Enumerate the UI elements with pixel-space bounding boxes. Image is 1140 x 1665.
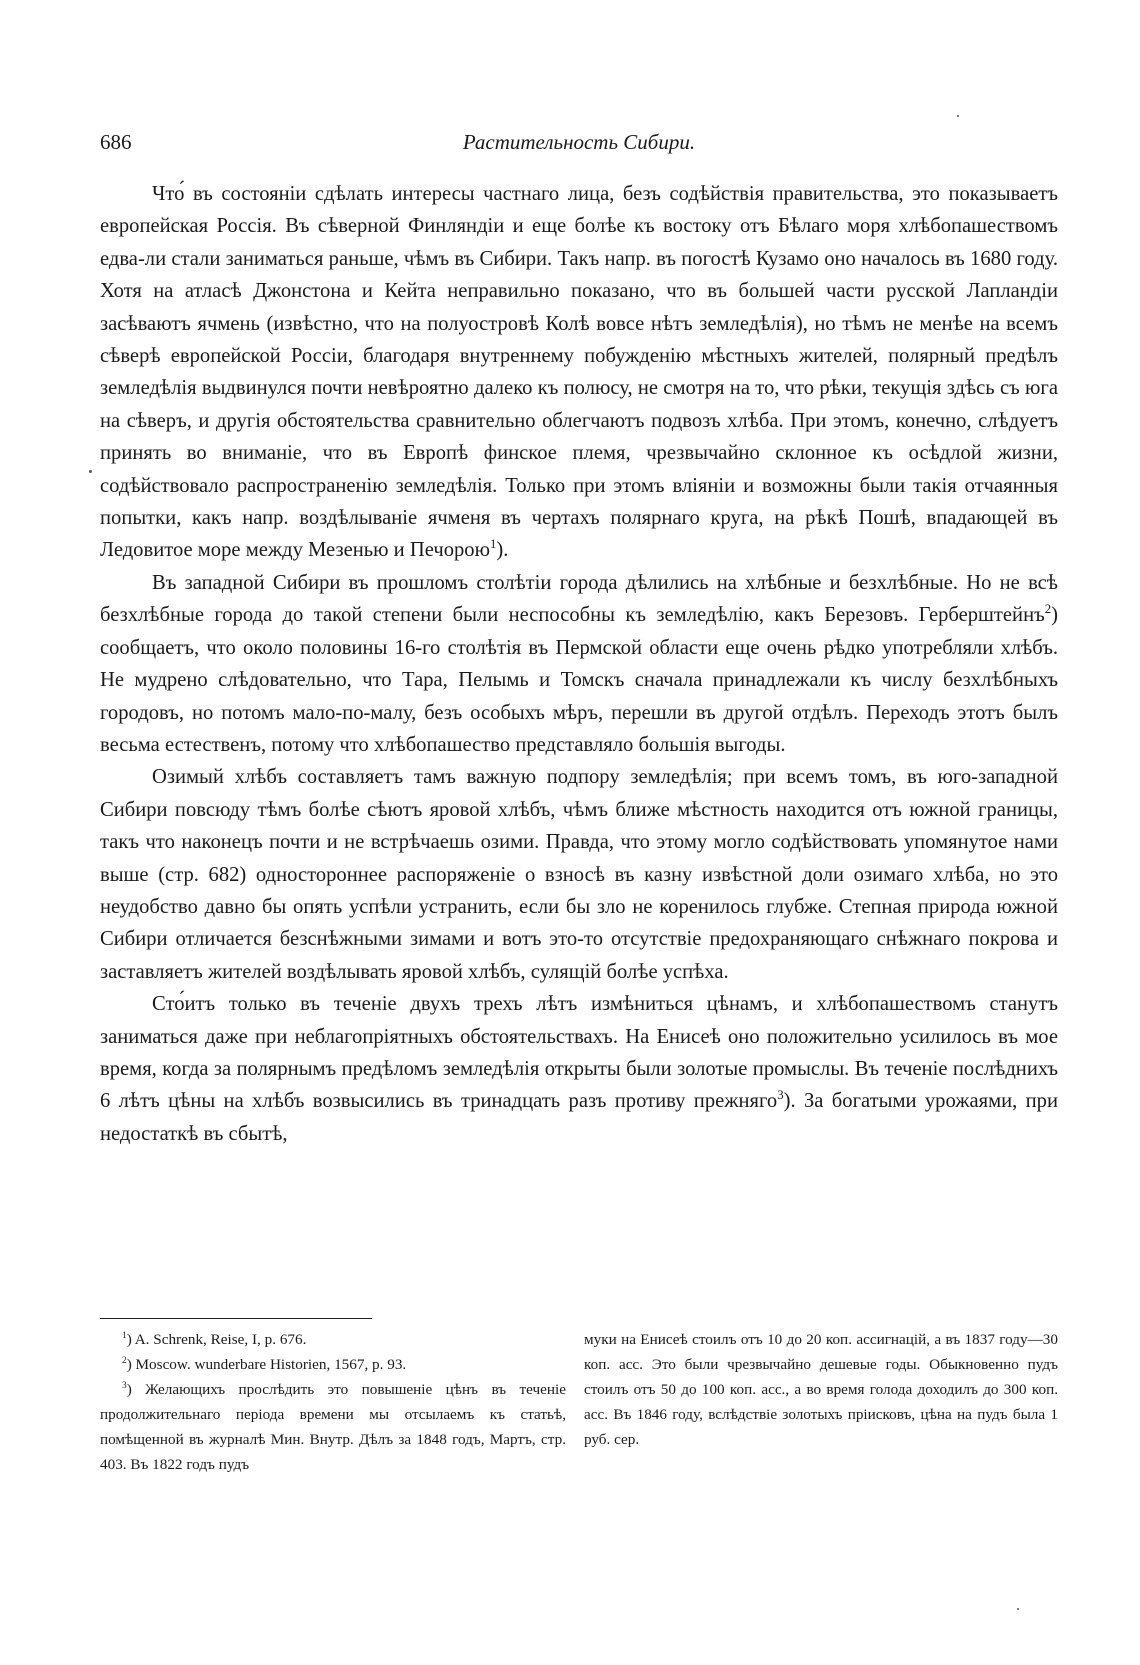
- footnote-ref-2: 2: [1044, 602, 1052, 617]
- footnote-3-text-left: ) Желающихъ прослѣдить это повышенiе цѣнъ въ теченiе продолжительнаго перiода времени мы отсылаемъ къ статьѣ, помѣщенной въ журналѣ Мин. Внутр. Дѣлъ за 1848 годъ, Мартъ, стр. 403. Въ 1822 годъ пудъ: [100, 1381, 566, 1473]
- footnote-3-continuation: муки на Енисеѣ стоилъ отъ 10 до 20 коп. ассигнацiй, а въ 1837 году—30 коп. асс. Это были чрезвычайно дешевые годы. Обыкновенно пудъ стоилъ отъ 50 до 100 коп. асс., а во время голода доходилъ до 300 коп. асс. Въ 1846 году, вслѣдствiе золотыхъ прiисковъ, цѣна на пудъ была 1 руб. сер.: [584, 1331, 1058, 1448]
- footnotes-right-column: [584, 1327, 1058, 1452]
- footnote-1-text: ) A. Schrenk, Reise, I, p. 676.: [126, 1331, 307, 1348]
- paragraph-2-text: Въ западной Сибири въ прошломъ столѣтiи города дѣлились на хлѣбные и безхлѣбные. Но не всѣ безхлѣбные города до такой степени были неспособны къ земледѣлiю, какъ Березовъ. Герберштейнъ: [100, 571, 1058, 627]
- paragraph-2-end: ) сообщаетъ, что около половины 16-го столѣтiя въ Пермской области еще очень рѣдко употребляли хлѣбъ. Не мудрено слѣдовательно, что Тара, Пелымь и Томскъ сначала принадлежали къ числу безхлѣбныхъ городовъ, но потомъ мало-по-малу, безъ особыхъ мѣръ, перешли въ другой отдѣлъ. Переходъ этотъ былъ весьма естественъ, потому что хлѣбопашество представляло большiя выгоды.: [100, 604, 1058, 756]
- footnote-divider: [100, 1318, 372, 1319]
- paragraph-4-text: Сто́итъ только въ теченiе двухъ трехъ лѣтъ измѣниться цѣнамъ, и хлѣбопашествомъ станутъ заниматься даже при неблагопрiятныхъ обстоятельствахъ. На Енисеѣ оно положительно усилилось въ мое время, когда за полярнымъ предѣломъ земледѣлiя открыты были золотые промыслы. Въ теченiе послѣднихъ 6 лѣтъ цѣны на хлѣбъ возвысились въ тринадцать разъ противу прежняго: [100, 993, 1058, 1113]
- footnote-1-mark: 1: [122, 1330, 127, 1341]
- footnote-ref-1: 1: [489, 537, 497, 552]
- footnote-ref-3: 3: [777, 1088, 784, 1103]
- footnotes-left-column: [100, 1327, 566, 1477]
- main-text: [100, 178, 1058, 1150]
- footnote-3: [100, 1377, 566, 1477]
- scan-speck: [1017, 1608, 1019, 1610]
- scan-speck: [89, 470, 92, 473]
- page-number: 686: [100, 130, 132, 154]
- footnote-2-text: ) Moscow. wunderbare Historien, 1567, p. 93.: [126, 1356, 407, 1373]
- scan-speck: [957, 115, 959, 117]
- footnote-1: [100, 1327, 566, 1352]
- paragraph-3: Озимый хлѣбъ составляетъ тамъ важную подпору земледѣлiя; при всемъ томъ, въ юго-западной Сибири повсюду тѣмъ болѣе сѣютъ яровой хлѣбъ, чѣмъ ближе мѣстность находится отъ южной границы, такъ что наконецъ почти и не встрѣчаешь озими. Правда, что этому могло содѣйствовать упомянутое нами выше (стр. 682) одностороннее распоряженiе о взносѣ въ казну извѣстной доли озимаго хлѣба, но это неудобство давно бы опять успѣли устранить, если бы зло не коренилось глубже. Степная природа южной Сибири отличается безснѣжными зимами и вотъ это-то отсутствiе предохраняющаго снѣжнаго покрова и заставляетъ жителей воздѣлывать яровой хлѣбъ, сулящiй болѣе успѣха.: [100, 766, 1058, 983]
- paragraph-1: [100, 178, 1058, 567]
- footnote-2: [100, 1352, 566, 1377]
- paragraph-4-end: ). За богатыми урожаями, при недостаткѣ въ сбытѣ,: [100, 1090, 1058, 1145]
- paragraph-4: [100, 988, 1058, 1150]
- page-header: [100, 130, 1058, 160]
- footnote-2-mark: 2: [122, 1355, 127, 1366]
- footnote-3-mark: 3: [122, 1380, 127, 1391]
- running-title: Растительность Сибири.: [462, 130, 696, 154]
- paragraph-1-end: ).: [496, 539, 509, 562]
- paragraph-1-text: Что́ въ состоянiи сдѣлать интересы частнаго лица, безъ содѣйствiя правительства, это показываетъ европейская Россiя. Въ сѣверной Финляндiи и еще болѣе къ востоку отъ Бѣлаго моря хлѣбопашествомъ едва-ли стали заниматься раньше, чѣмъ въ Сибири. Такъ напр. въ погостѣ Кузамо оно началось въ 1680 году. Хотя на атласѣ Джонстона и Кейта неправильно показано, что въ большей части русской Лапландiи засѣваютъ ячмень (извѣстно, что на полуостровѣ Колѣ вовсе нѣтъ земледѣлiя), но тѣмъ не менѣе на всемъ сѣверѣ европейской Россiи, благодаря внутреннему побужденiю мѣстныхъ жителей, полярный предѣлъ земледѣлiя выдвинулся почти невѣроятно далеко къ полюсу, не смотря на то, что рѣки, текущiя здѣсь съ юга на сѣверъ, и другiя обстоятельства сравнительно облегчаютъ подвозъ хлѣба. При этомъ, конечно, слѣдуетъ принять во вниманiе, что въ Европѣ финское племя, чрезвычайно склонное къ осѣдлой жизни, содѣйствовало распространенiю земледѣлiя. Только при этомъ влiянiи и возможны были такiя отчаянныя попытки, какъ напр. воздѣлыванiе ячменя въ чертахъ полярнаго круга, на рѣкѣ Пошѣ, впадающей въ Ледовитое море между Мезенью и Печорою: [100, 183, 1058, 562]
- paragraph-2: [100, 567, 1058, 761]
